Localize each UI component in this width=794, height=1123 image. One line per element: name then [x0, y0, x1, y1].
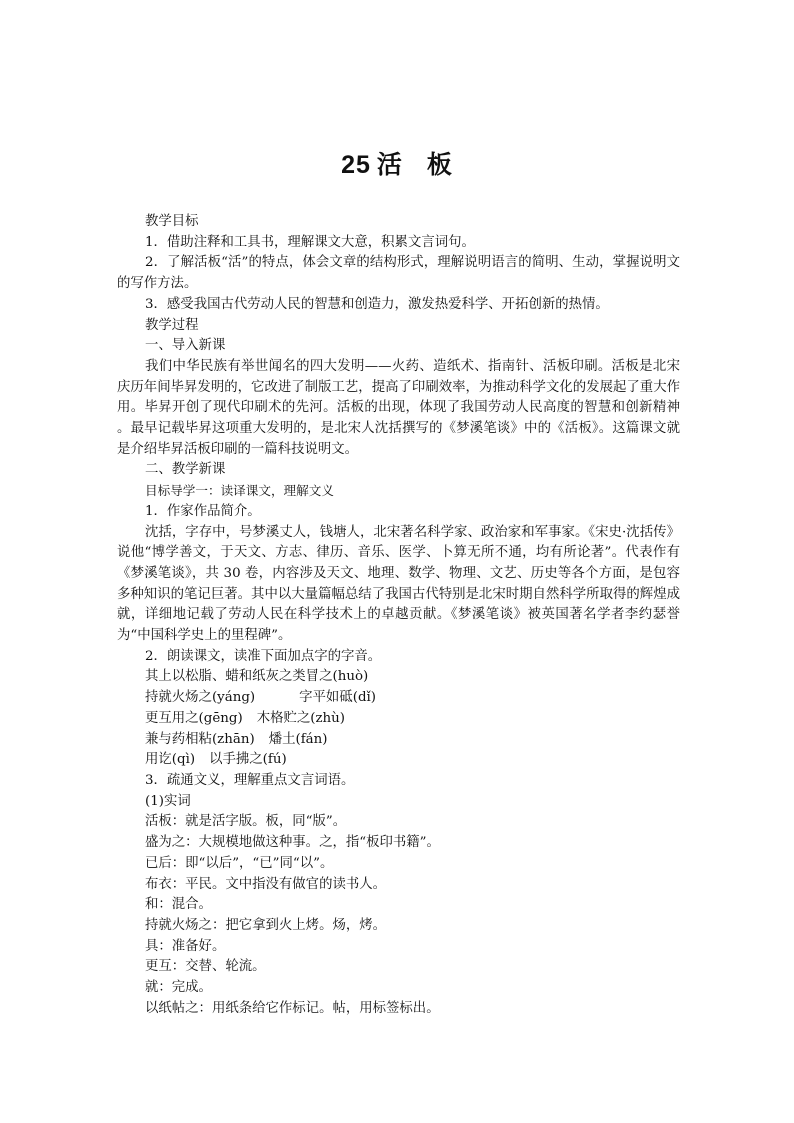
section-2-heading: 二、教学新课: [145, 462, 226, 478]
pronunciation-line-1: 其上以松脂、蜡和纸灰之类冒之(huò): [145, 669, 369, 685]
lesson-number: 25: [341, 151, 371, 179]
pronunciation-line-4: [117, 730, 680, 751]
subheading-content-words: (1)实词: [145, 793, 191, 809]
pronunciation-3a: 更互用之(gēng): [145, 710, 243, 726]
pronunciation-4b: 燔土(fán): [268, 731, 328, 747]
pronunciation-3b: 木格贮之(zhù): [256, 710, 346, 726]
author-paragraph: 沈括，字存中，号梦溪丈人，钱塘人，北宋著名科学家、政治家和军事家。《宋史·沈括传》说他“博学善文，于天文、方志、律历、音乐、医学、卜算无所不通，均有所论著”。代表作有《梦溪笔谈》，共 30 卷，内容涉及天文、地理、数学、物理、文艺、历史等各个方面，是包容多种知识的笔记巨著。其中以大量篇幅总结了我国古代特别是北宋时期自然科学所取得的辉煌成就，详细地记载了劳动人民在科学技术上的卓越贡献。《梦溪笔谈》被英国著名学者李约瑟誉为“中国科学史上的里程碑”。: [117, 524, 680, 644]
item-2: 2．朗读课文，读准下面加点字的字音。: [145, 648, 382, 664]
pronunciation-5a: 用讫(qì): [145, 752, 196, 768]
word-note-8: 更互：交替、轮流。: [145, 959, 266, 975]
pronunciation-2a: 持就火炀之(yáng): [145, 690, 256, 706]
pronunciation-line-5: [117, 750, 680, 771]
pronunciation-line-2: [117, 688, 680, 709]
title-char-1: 活: [376, 150, 403, 179]
goals-heading: 教学目标: [145, 214, 199, 229]
section-1-heading: 一、导入新课: [145, 338, 226, 354]
process-heading: 教学过程: [145, 317, 199, 333]
word-note-5: 和：混合。: [145, 897, 212, 913]
word-note-2: 盛为之：大规模地做这种事。之，指“板印书籍”。: [145, 835, 440, 851]
pronunciation-line-3: [117, 709, 680, 730]
word-note-4: 布衣：平民。文中指没有做官的读书人。: [145, 876, 387, 892]
intro-paragraph: 我们中华民族有举世闻名的四大发明——火药、造纸术、指南针、活板印刷。活板是北宋庆历年间毕昇发明的，它改进了制版工艺，提高了印刷效率，为推动科学文化的发展起了重大作用。毕昇开创了现代印刷术的先河。活板的出现，体现了我国劳动人民高度的智慧和创新精神 。最早记载毕昇这项重大发明的，是北宋人沈括撰写的《梦溪笔谈》中的《活板》。这篇课文就是介绍毕昇活板印刷的一篇科技说明文。: [117, 358, 680, 457]
title-char-2: 板: [426, 150, 453, 179]
goal-3: 3．感受我国古代劳动人民的智慧和创造力，激发热爱科学、开拓创新的热情。: [145, 296, 609, 312]
word-note-1: 活板：就是活字版。板，同“版”。: [145, 814, 347, 830]
goal-1: 1．借助注释和工具书，理解课文大意，积累文言词句。: [145, 234, 475, 250]
pronunciation-5b: 以手拂之(fú): [209, 752, 287, 768]
target-1-heading: 目标导学一：读译课文，理解文义: [145, 483, 334, 499]
goal-2: 2．了解活板“活”的特点，体会文章的结构形式，理解说明语言的简明、生动，掌握说明文的写作方法。: [117, 255, 680, 292]
document-body: [117, 212, 680, 1019]
pronunciation-2b: 字平如砥(dǐ): [299, 690, 377, 706]
item-3: 3．疏通文义，理解重点文言词语。: [145, 772, 355, 788]
word-note-9: 就：完成。: [145, 980, 212, 996]
item-1: 1．作家作品简介。: [145, 503, 261, 519]
word-note-10: 以纸帖之：用纸条给它作标记。帖，用标签标出。: [145, 1000, 440, 1016]
word-note-3: 已后：即“以后”，“已”同“以”。: [145, 855, 334, 871]
word-note-7: 具：准备好。: [145, 938, 226, 954]
lesson-title: [0, 148, 794, 182]
pronunciation-4a: 兼与药相粘(zhān): [145, 731, 255, 747]
word-note-6: 持就火炀之：把它拿到火上烤。炀，烤。: [145, 917, 387, 933]
